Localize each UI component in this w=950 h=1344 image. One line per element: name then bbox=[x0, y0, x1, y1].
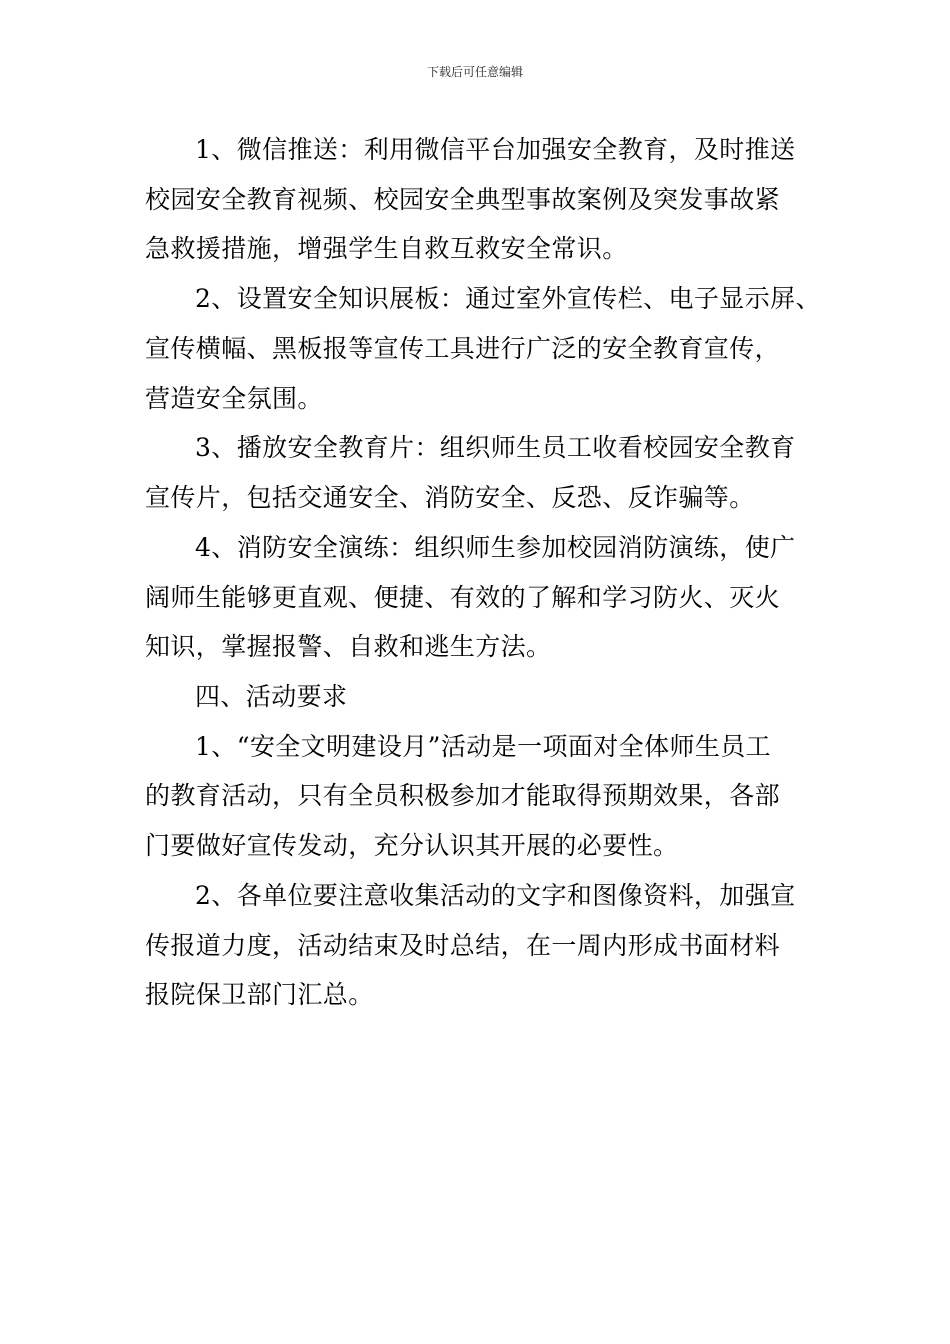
page-header: 下载后可任意编辑 bbox=[426, 65, 523, 79]
paragraph-line: 1、微信推送：利用微信平台加强安全教育，及时推送 bbox=[195, 135, 796, 164]
section-heading: 四、活动要求 bbox=[195, 682, 348, 711]
paragraph-line: 3、播放安全教育片：组织师生员工收看校园安全教育 bbox=[195, 433, 796, 462]
paragraph-line: 营造安全氛围。 bbox=[145, 384, 323, 413]
paragraph-line: 2、设置安全知识展板：通过室外宣传栏、电子显示屏、 bbox=[195, 284, 821, 313]
paragraph-line: 2、各单位要注意收集活动的文字和图像资料，加强宣 bbox=[195, 881, 796, 910]
paragraph-line: 传报道力度，活动结束及时总结，在一周内形成书面材料 bbox=[145, 931, 781, 960]
paragraph-line: 4、消防安全演练：组织师生参加校园消防演练，使广 bbox=[195, 533, 796, 562]
paragraph-line: 报院保卫部门汇总。 bbox=[145, 980, 374, 1009]
paragraph-line: 1、“安全文明建设月”活动是一项面对全体师生员工 bbox=[195, 732, 772, 761]
paragraph-line: 知识，掌握报警、自救和逃生方法。 bbox=[145, 632, 552, 661]
paragraph-line: 阔师生能够更直观、便捷、有效的了解和学习防火、灭火 bbox=[145, 583, 781, 612]
paragraph-line: 宣传横幅、黑板报等宣传工具进行广泛的安全教育宣传， bbox=[145, 334, 781, 363]
paragraph-line: 宣传片，包括交通安全、消防安全、反恐、反诈骗等。 bbox=[145, 483, 755, 512]
paragraph-line: 校园安全教育视频、校园安全典型事故案例及突发事故紧 bbox=[145, 185, 781, 214]
paragraph-line: 门要做好宣传发动，充分认识其开展的必要性。 bbox=[145, 831, 679, 860]
paragraph-line: 急救援措施，增强学生自救互救安全常识。 bbox=[145, 234, 628, 263]
paragraph-line: 的教育活动，只有全员积极参加才能取得预期效果，各部 bbox=[145, 781, 781, 810]
